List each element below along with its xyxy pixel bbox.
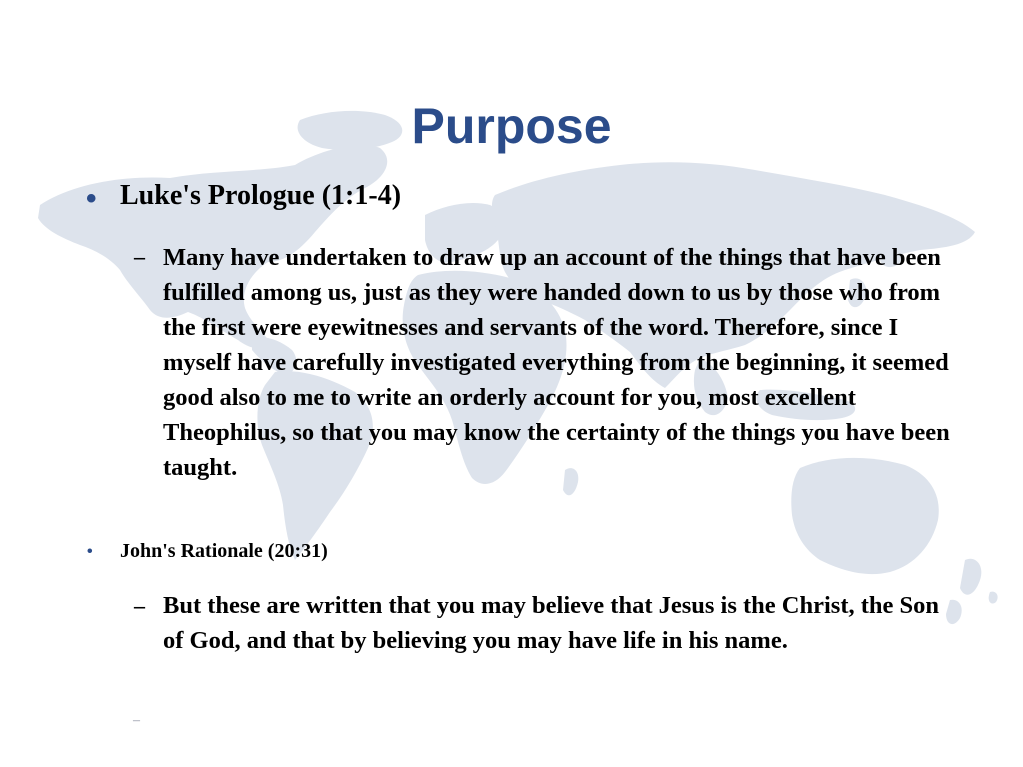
empty-sub-bullet-dash-icon: – bbox=[133, 713, 140, 728]
bullet-lukes-prologue: Luke's Prologue (1:1-4) bbox=[120, 180, 402, 211]
luke-quote-text: Many have undertaken to draw up an account of the things that have been fulfilled among us, just as they were handed down to us by those who from the first were eyewitnesses and servants of the word. Therefore, since I myself have carefully investigated everything from the beginning, it seemed good also to me to write an orderly account for you, most excellent Theophilus, so that you may know the certainty of the things you have been taught. bbox=[163, 244, 950, 481]
sub-bullet-dash-icon: – bbox=[134, 593, 145, 618]
sub-bullet-dash-icon: – bbox=[134, 244, 145, 269]
bullet-dot-icon: • bbox=[87, 543, 93, 560]
bullet-johns-rationale: John's Rationale (20:31) bbox=[120, 540, 328, 562]
bullet-dot-icon: • bbox=[86, 182, 97, 215]
john-quote-text: But these are written that you may believe that Jesus is the Christ, the Son of God, and that by believing you may have life in his name. bbox=[163, 592, 940, 654]
slide-title: Purpose bbox=[411, 98, 612, 154]
